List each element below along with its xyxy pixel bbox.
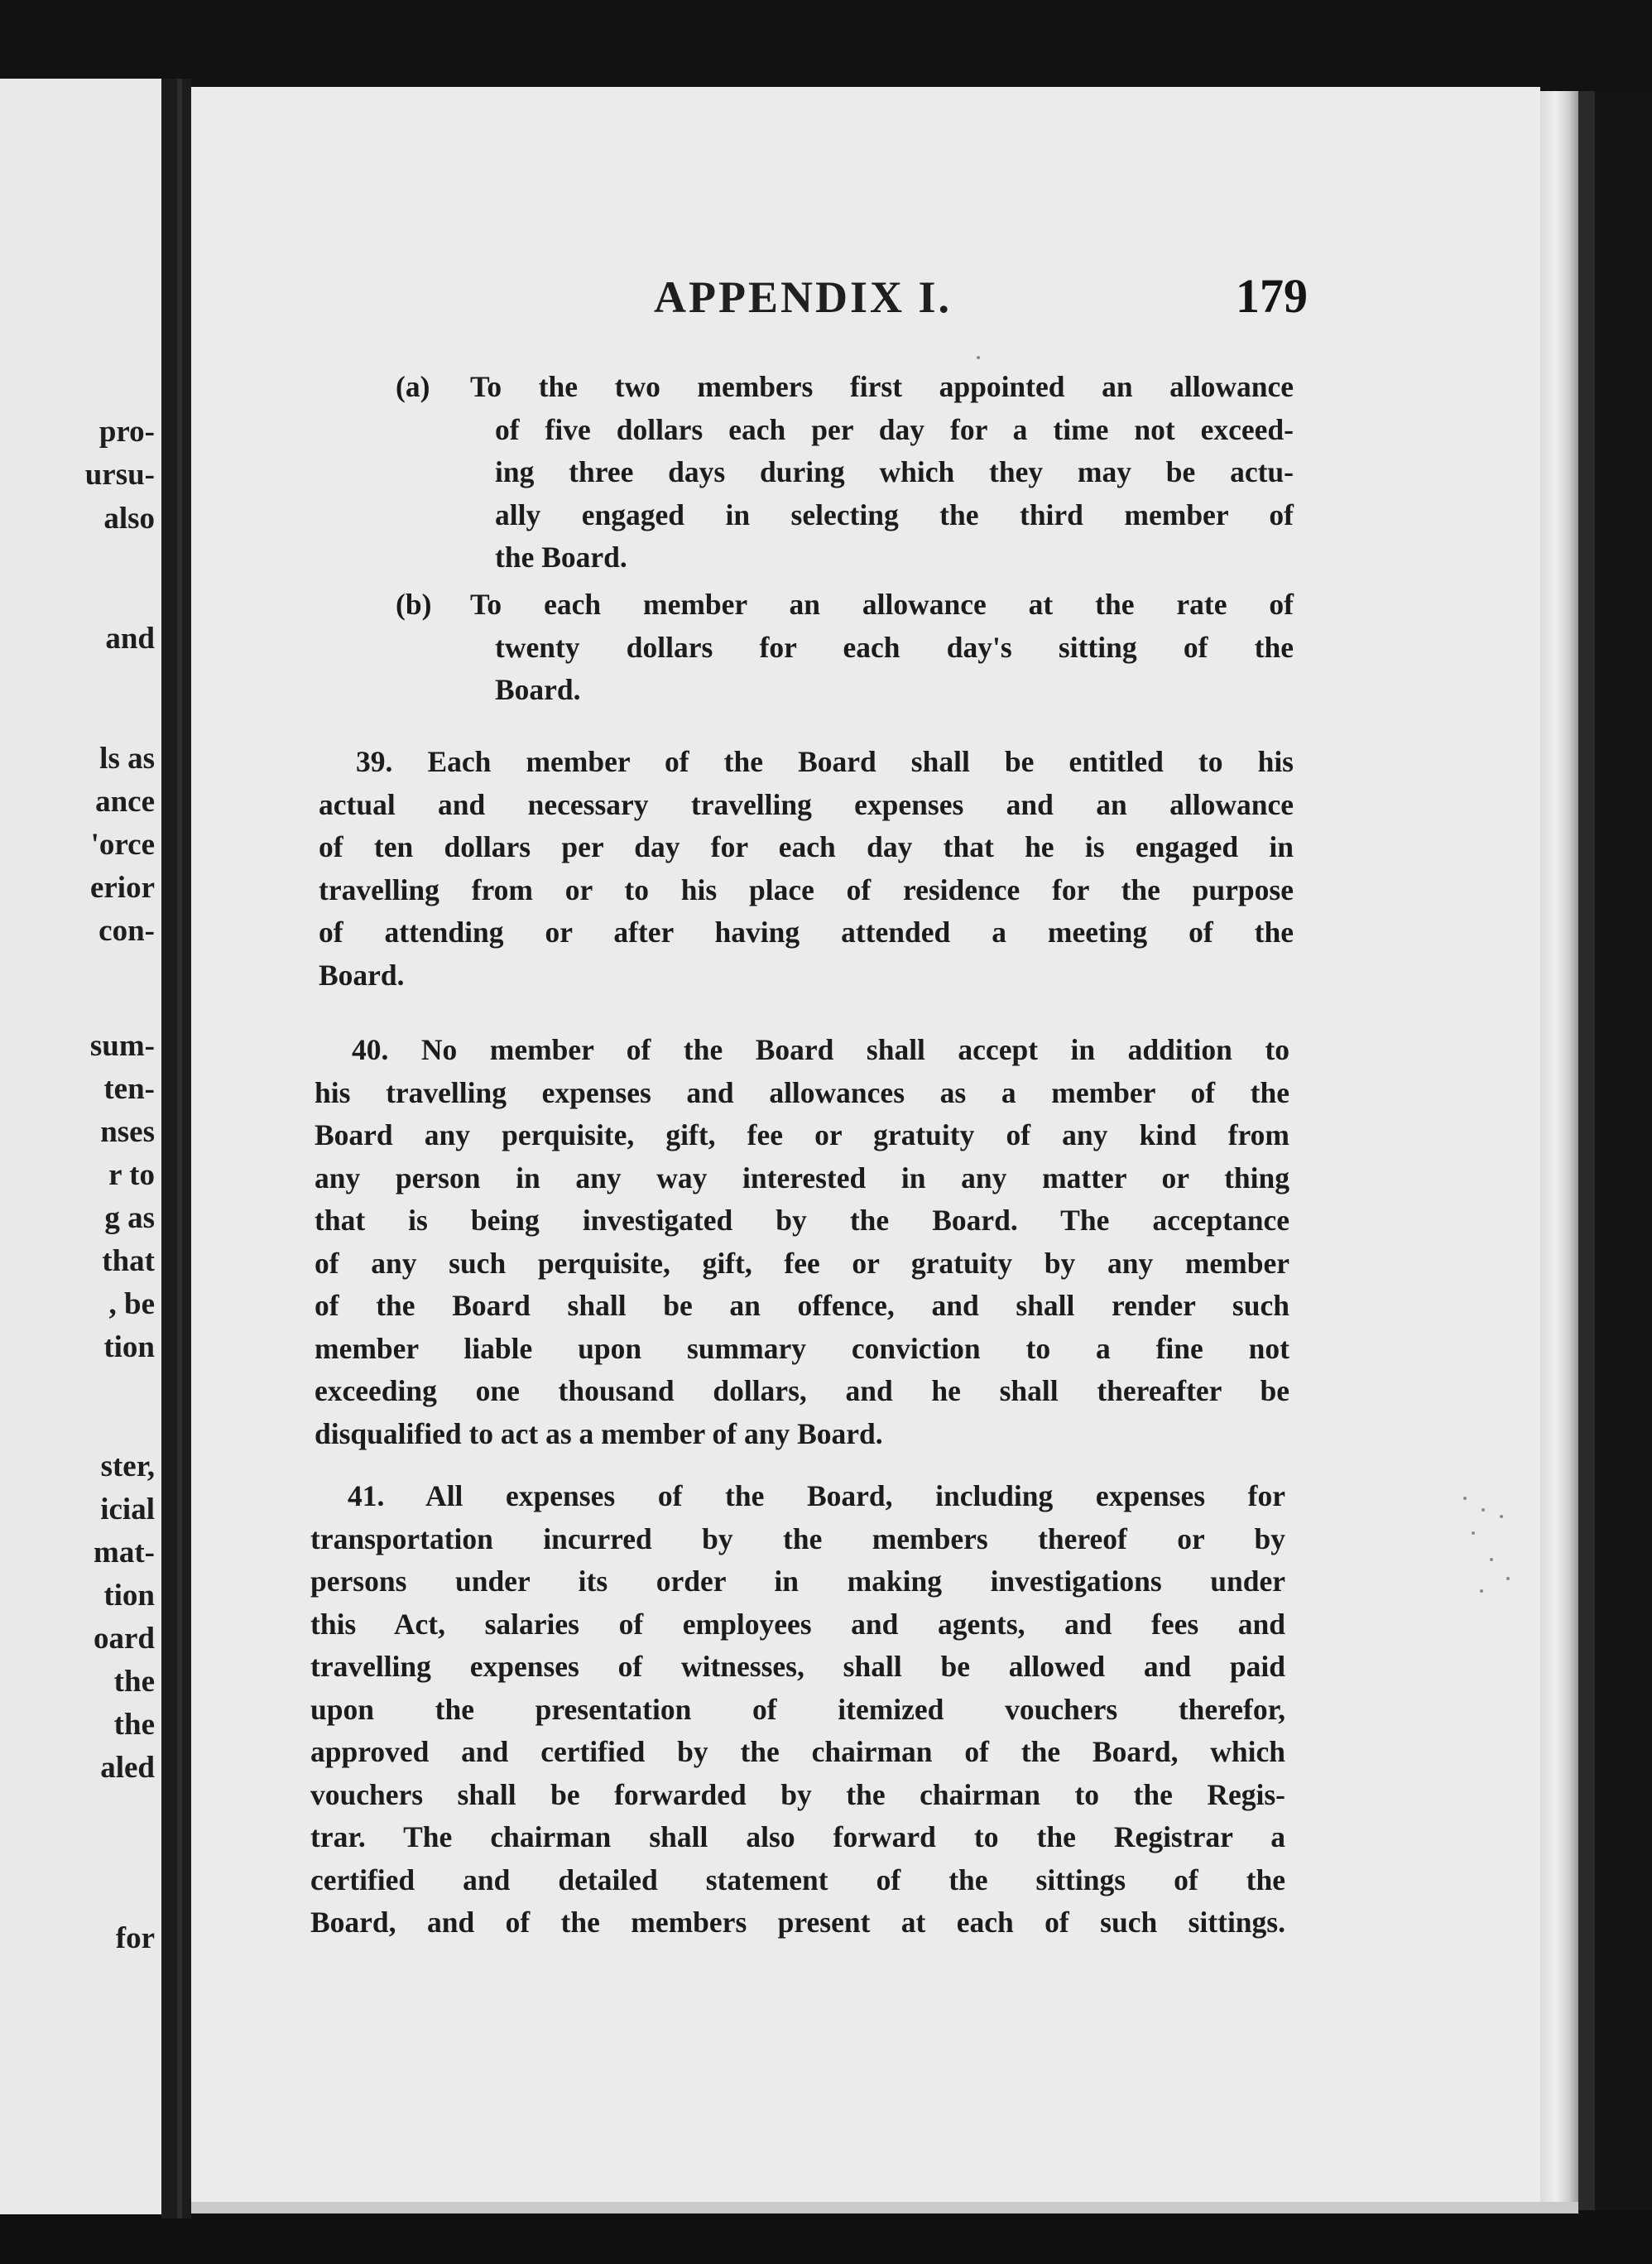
text-line: 40. No member of the Board shall accept in addition to (352, 1033, 1289, 1066)
facing-page-word: mat- (94, 1536, 155, 1569)
facing-page-word: erior (89, 871, 155, 905)
facing-page-word: con- (98, 914, 155, 948)
facing-page-word: 'orce (90, 828, 155, 862)
text-line: ally engaged in selecting the third member of (495, 498, 1294, 531)
book-spine-highlight (177, 79, 182, 2218)
list-item-label: (a) (396, 370, 430, 403)
text-line: trar. The chairman shall also forward to the Registrar a (310, 1820, 1285, 1853)
section-39 (319, 741, 1294, 997)
scan-speck (1463, 1497, 1467, 1500)
facing-page-word: for (115, 1921, 155, 1955)
list-item-text (470, 366, 1294, 409)
list-item-text-continued (495, 627, 1294, 712)
facing-page-word: also (103, 502, 155, 536)
text-line: actual and necessary travelling expenses and an allowance (319, 787, 1294, 821)
facing-page-word: tion (103, 1579, 155, 1613)
text-line: disqualified to act as a member of any Board. (315, 1416, 883, 1450)
text-line: Board. (495, 673, 581, 706)
scan-speck (977, 356, 980, 359)
text-line: of any such perquisite, gift, fee or gratuity by any member (315, 1246, 1289, 1280)
text-line: certified and detailed statement of the sittings of the (310, 1863, 1285, 1896)
text-line: Board any perquisite, gift, fee or gratuity of any kind from (315, 1118, 1289, 1151)
scan-speck (1490, 1558, 1493, 1561)
text-line: 39. Each member of the Board shall be entitled to his (356, 745, 1294, 778)
text-line: twenty dollars for each day's sitting of the (495, 630, 1294, 664)
text-line: vouchers shall be forwarded by the chairman to the Regis- (310, 1777, 1285, 1811)
page-edge-shadow (1578, 91, 1595, 2210)
running-head (579, 269, 1308, 329)
list-item-text-continued (495, 409, 1294, 579)
text-line: of attending or after having attended a meeting of the (319, 916, 1294, 949)
text-line: any person in any way interested in any matter or thing (315, 1161, 1289, 1194)
facing-page-word: ten- (103, 1072, 155, 1106)
facing-page-word: nses (100, 1115, 155, 1149)
text-line: To the two members first appointed an allowance (470, 370, 1294, 403)
text-line: this Act, salaries of employees and agents, and fees and (310, 1607, 1285, 1641)
text-line: Board. (319, 958, 405, 992)
page-title: APPENDIX I. (654, 272, 953, 322)
page-bottom-edge (191, 2202, 1578, 2214)
facing-page-word: icial (100, 1493, 155, 1526)
text-line: his travelling expenses and allowances as a member of the (315, 1075, 1289, 1109)
text-line: ing three days during which they may be actu- (495, 455, 1294, 488)
facing-page-word: the (113, 1665, 155, 1699)
text-line: that is being investigated by the Board. The acceptance (315, 1204, 1289, 1237)
facing-page-word: and (105, 622, 155, 656)
text-line: of five dollars each per day for a time not exceed- (495, 412, 1294, 446)
text-line: To each member an allowance at the rate of (470, 588, 1294, 621)
text-line: member liable upon summary conviction to a fine not (315, 1331, 1289, 1365)
facing-page-word: tion (103, 1330, 155, 1364)
text-line: 41. All expenses of the Board, including expenses for (348, 1479, 1285, 1512)
facing-page-word: ls as (99, 742, 155, 776)
text-line: upon the presentation of itemized vouchers therefor, (310, 1692, 1285, 1726)
scan-speck (1506, 1577, 1510, 1580)
text-line: persons under its order in making investigations under (310, 1565, 1285, 1598)
scan-background-bottom (0, 2210, 1652, 2264)
page-edge (1540, 91, 1578, 2210)
facing-page-word: g as (104, 1201, 155, 1235)
list-item-label: (b) (396, 588, 432, 621)
text-line: of the Board shall be an offence, and shall render such (315, 1289, 1289, 1322)
facing-page-word: that (102, 1244, 155, 1278)
facing-page-word: sum- (89, 1029, 155, 1063)
facing-page-word: r to (108, 1158, 155, 1192)
text-line: exceeding one thousand dollars, and he shall thereafter be (315, 1374, 1289, 1407)
facing-page-word: pro- (98, 415, 155, 449)
scan-speck (1472, 1531, 1475, 1535)
text-line: travelling from or to his place of residence for the purpose (319, 872, 1294, 906)
page-number: 179 (1236, 269, 1308, 323)
scan-speck (1500, 1515, 1503, 1518)
scan-speck (1480, 1589, 1483, 1593)
text-line: transportation incurred by the members thereof or by (310, 1521, 1285, 1555)
text-line: travelling expenses of witnesses, shall be allowed and paid (310, 1650, 1285, 1683)
list-item-text (470, 584, 1294, 627)
facing-page-word: the (113, 1708, 155, 1742)
scan-background-top (0, 0, 1652, 91)
facing-page-word: ursu- (84, 458, 155, 492)
facing-page-word: oard (94, 1622, 155, 1656)
book-spine (161, 79, 191, 2218)
scan-speck (1482, 1508, 1485, 1512)
facing-page-word: aled (100, 1751, 155, 1785)
facing-page-word: ance (95, 785, 155, 819)
section-40 (315, 1029, 1289, 1455)
facing-page-word: , be (108, 1287, 155, 1321)
text-line: approved and certified by the chairman of the Board, which (310, 1735, 1285, 1768)
text-line: Board, and of the members present at each of such sittings. (310, 1906, 1285, 1939)
facing-page-word: ster, (100, 1449, 155, 1483)
facing-page-fragment (0, 79, 161, 2214)
text-line: of ten dollars per day for each day that he is engaged in (319, 830, 1294, 863)
section-41 (310, 1475, 1285, 1944)
text-line: the Board. (495, 541, 627, 574)
